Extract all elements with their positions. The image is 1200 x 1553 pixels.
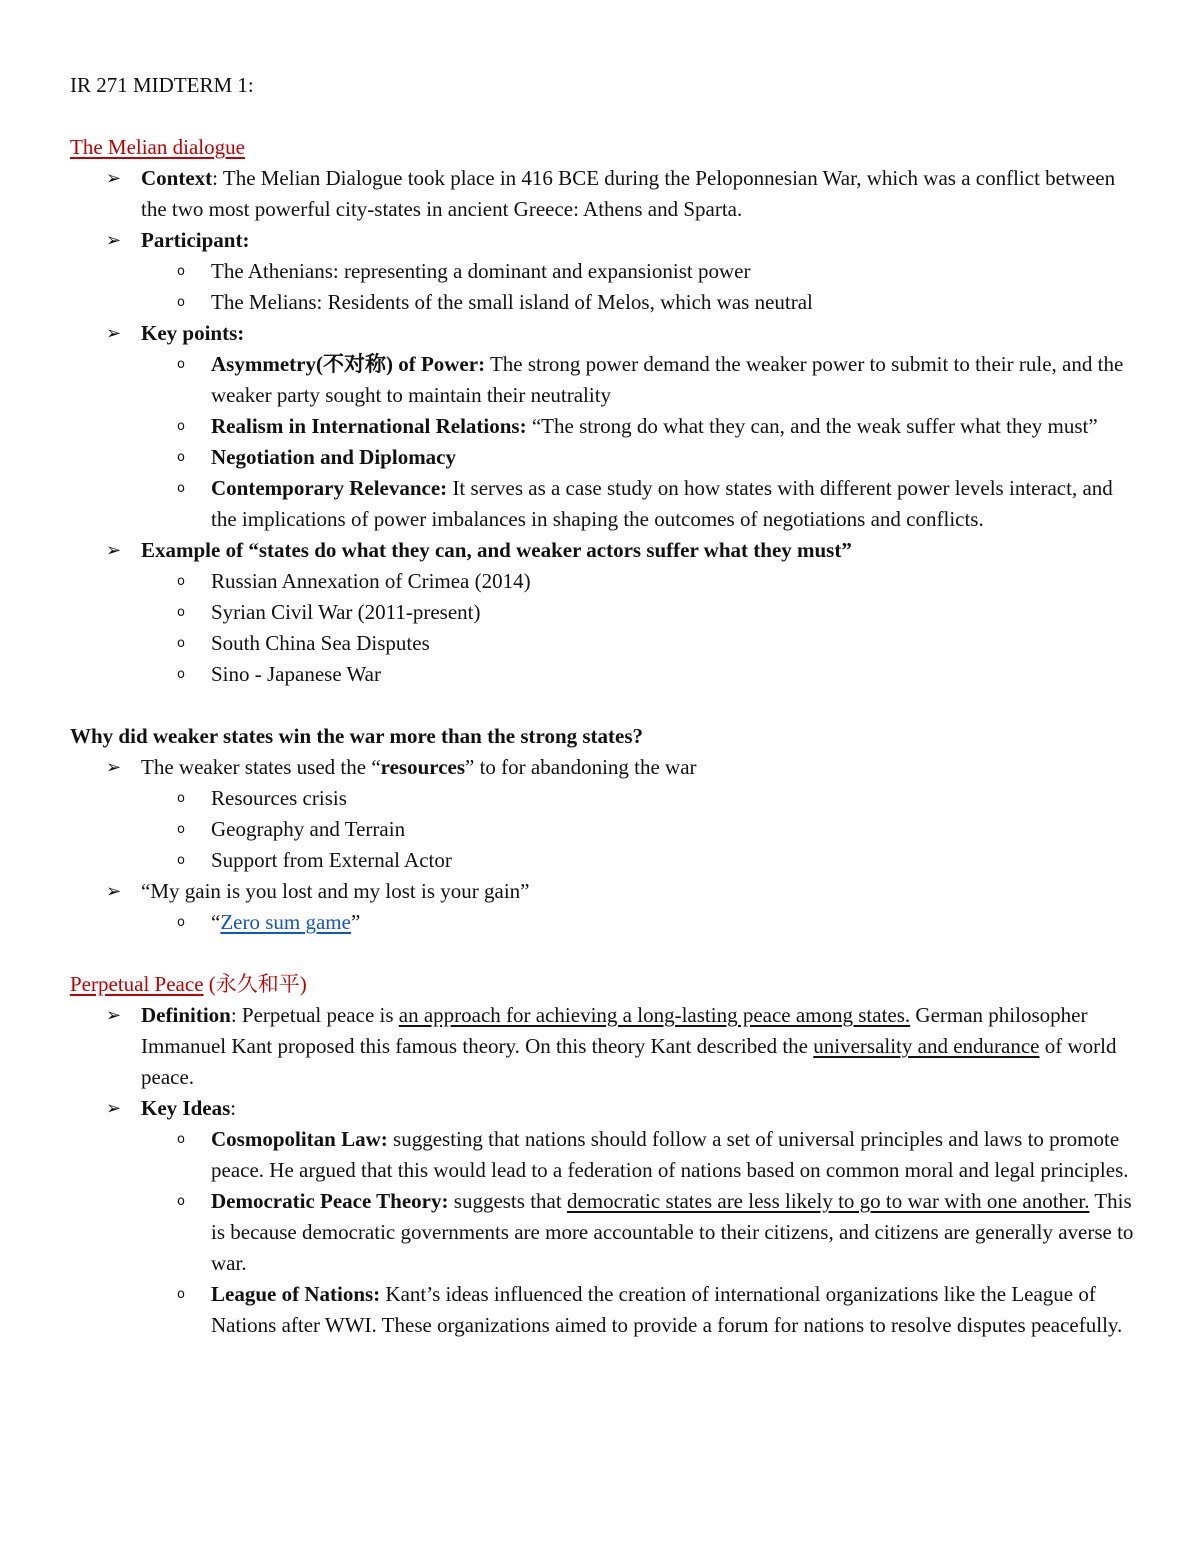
- circle-bullet-icon: o: [177, 481, 185, 496]
- sub-bullet-reason: [70, 783, 1140, 814]
- cosmopolitan-label: Cosmopolitan Law:: [211, 1127, 388, 1151]
- example-label: Example of “states do what they can, and weaker actors suffer what they must”: [141, 538, 852, 562]
- participant-text: The Melians: Residents of the small island of Melos, which was neutral: [211, 290, 813, 314]
- participant-text: The Athenians: representing a dominant and expansionist power: [211, 259, 751, 283]
- circle-bullet-icon: o: [177, 853, 185, 868]
- relevance-text: It serves as a case study on how states with different power levels interact, and the implications of power imbalances in shaping the outcomes of negotiations and conflicts.: [211, 476, 1113, 531]
- section-heading-peace: [70, 969, 1140, 1000]
- resources-pre: The weaker states used the “: [141, 755, 381, 779]
- reason-text: Resources crisis: [211, 786, 347, 810]
- arrow-bullet-icon: ➢: [106, 1098, 122, 1119]
- sub-bullet-democratic: [70, 1186, 1140, 1279]
- sub-bullet-cosmopolitan: [70, 1124, 1140, 1186]
- bullet-gain: [70, 876, 1140, 907]
- circle-bullet-icon: o: [177, 295, 185, 310]
- sub-bullet-participant: [70, 287, 1140, 318]
- circle-bullet-icon: o: [177, 574, 185, 589]
- reason-text: Support from External Actor: [211, 848, 452, 872]
- spacer: [70, 938, 1140, 969]
- quote-close: ”: [350, 910, 361, 934]
- realism-text: “The strong do what they can, and the weak suffer what they must”: [526, 414, 1098, 438]
- sub-bullet-example: [70, 628, 1140, 659]
- negotiation-label: Negotiation and Diplomacy: [211, 445, 457, 469]
- quote-open: “: [211, 910, 221, 934]
- cosmopolitan-text: suggesting that nations should follow a set of universal principles and laws to promote peace. He argued that this would lead to a federation of nations based on common moral and legal principles.: [211, 1127, 1129, 1182]
- bullet-participant: [70, 225, 1140, 256]
- sub-bullet-example: [70, 566, 1140, 597]
- definition-underline: an approach for achieving a long-lasting peace among states.: [398, 1003, 911, 1027]
- example-text: South China Sea Disputes: [211, 631, 430, 655]
- circle-bullet-icon: o: [177, 636, 185, 651]
- context-text: : The Melian Dialogue took place in 416 BCE during the Peloponnesian War, which was a conflict between the two most powerful city-states in ancient Greece: Athens and Sparta.: [141, 166, 1116, 221]
- key-ideas-label: Key Ideas: [141, 1096, 231, 1120]
- league-label: League of Nations:: [211, 1282, 381, 1306]
- circle-bullet-icon: o: [177, 1132, 185, 1147]
- participant-label: Participant:: [141, 228, 250, 252]
- sub-bullet-example: [70, 659, 1140, 690]
- context-label: Context: [141, 166, 213, 190]
- sub-bullet-relevance: [70, 473, 1140, 535]
- democratic-text: This is because democratic governments are more accountable to their citizens, and citizens are generally averse to war.: [211, 1189, 1134, 1275]
- document-page: [70, 70, 1140, 1341]
- resources-post: ” to for abandoning the war: [465, 755, 697, 779]
- spacer: [70, 101, 1140, 132]
- circle-bullet-icon: o: [177, 822, 185, 837]
- democratic-underline: democratic states are less likely to go to war with one another.: [566, 1189, 1090, 1213]
- example-text: Sino - Japanese War: [211, 662, 381, 686]
- arrow-bullet-icon: ➢: [106, 540, 122, 561]
- section-heading-melian: [70, 132, 1140, 163]
- bullet-key-points: [70, 318, 1140, 349]
- arrow-bullet-icon: ➢: [106, 881, 122, 902]
- definition-text: German philosopher Immanuel Kant proposed this famous theory. On this theory Kant described the: [141, 1003, 1088, 1058]
- circle-bullet-icon: o: [177, 1287, 185, 1302]
- arrow-bullet-icon: ➢: [106, 757, 122, 778]
- realism-label: Realism in International Relations:: [211, 414, 527, 438]
- bullet-resources: [70, 752, 1140, 783]
- peace-heading-text: Perpetual Peace: [70, 972, 204, 996]
- sub-bullet-reason: [70, 845, 1140, 876]
- doc-title: IR 271 MIDTERM 1:: [70, 73, 254, 97]
- bullet-context: [70, 163, 1140, 225]
- key-ideas-colon: :: [230, 1096, 237, 1120]
- sub-bullet-league: [70, 1279, 1140, 1341]
- arrow-bullet-icon: ➢: [106, 323, 122, 344]
- relevance-label: Contemporary Relevance:: [211, 476, 448, 500]
- circle-bullet-icon: o: [177, 667, 185, 682]
- circle-bullet-icon: o: [177, 419, 185, 434]
- peace-heading-cn: (永久和平): [203, 972, 307, 996]
- circle-bullet-icon: o: [177, 450, 185, 465]
- definition-text: : Perpetual peace is: [230, 1003, 399, 1027]
- example-text: Russian Annexation of Crimea (2014): [211, 569, 531, 593]
- spacer: [70, 690, 1140, 721]
- sub-bullet-reason: [70, 814, 1140, 845]
- gain-text: “My gain is you lost and my lost is your gain”: [141, 879, 530, 903]
- reason-text: Geography and Terrain: [211, 817, 406, 841]
- arrow-bullet-icon: ➢: [106, 1005, 122, 1026]
- league-text: Kant’s ideas influenced the creation of international organizations like the League of Nations after WWI. These organizations aimed to provide a forum for nations to resolve disputes peacefully.: [211, 1282, 1123, 1337]
- arrow-bullet-icon: ➢: [106, 230, 122, 251]
- circle-bullet-icon: o: [177, 791, 185, 806]
- circle-bullet-icon: o: [177, 1194, 185, 1209]
- definition-label: Definition: [141, 1003, 231, 1027]
- bullet-example: [70, 535, 1140, 566]
- section-heading-why: Why did weaker states win the war more than the strong states?: [70, 724, 644, 748]
- arrow-bullet-icon: ➢: [106, 168, 122, 189]
- bullet-key-ideas: [70, 1093, 1140, 1124]
- sub-bullet-zero-sum: [70, 907, 1140, 938]
- sub-bullet-asymmetry: [70, 349, 1140, 411]
- circle-bullet-icon: o: [177, 605, 185, 620]
- definition-underline: universality and endurance: [813, 1034, 1040, 1058]
- democratic-text: suggests that: [448, 1189, 567, 1213]
- melian-heading-text: The Melian dialogue: [70, 135, 245, 159]
- circle-bullet-icon: o: [177, 357, 185, 372]
- resources-bold: resources: [380, 755, 466, 779]
- sub-bullet-participant: [70, 256, 1140, 287]
- definition-text: of world peace.: [141, 1034, 1117, 1089]
- circle-bullet-icon: o: [177, 915, 185, 930]
- circle-bullet-icon: o: [177, 264, 185, 279]
- key-points-label: Key points:: [141, 321, 245, 345]
- zero-sum-game-link[interactable]: Zero sum game: [220, 910, 351, 934]
- democratic-label: Democratic Peace Theory:: [211, 1189, 449, 1213]
- bullet-definition: [70, 1000, 1140, 1093]
- sub-bullet-example: [70, 597, 1140, 628]
- asymmetry-label: Asymmetry(不对称) of Power:: [211, 352, 486, 376]
- example-text: Syrian Civil War (2011-present): [211, 600, 481, 624]
- sub-bullet-negotiation: [70, 442, 1140, 473]
- asymmetry-text: The strong power demand the weaker power to submit to their rule, and the weaker party sought to maintain their neutrality: [211, 352, 1124, 407]
- sub-bullet-realism: [70, 411, 1140, 442]
